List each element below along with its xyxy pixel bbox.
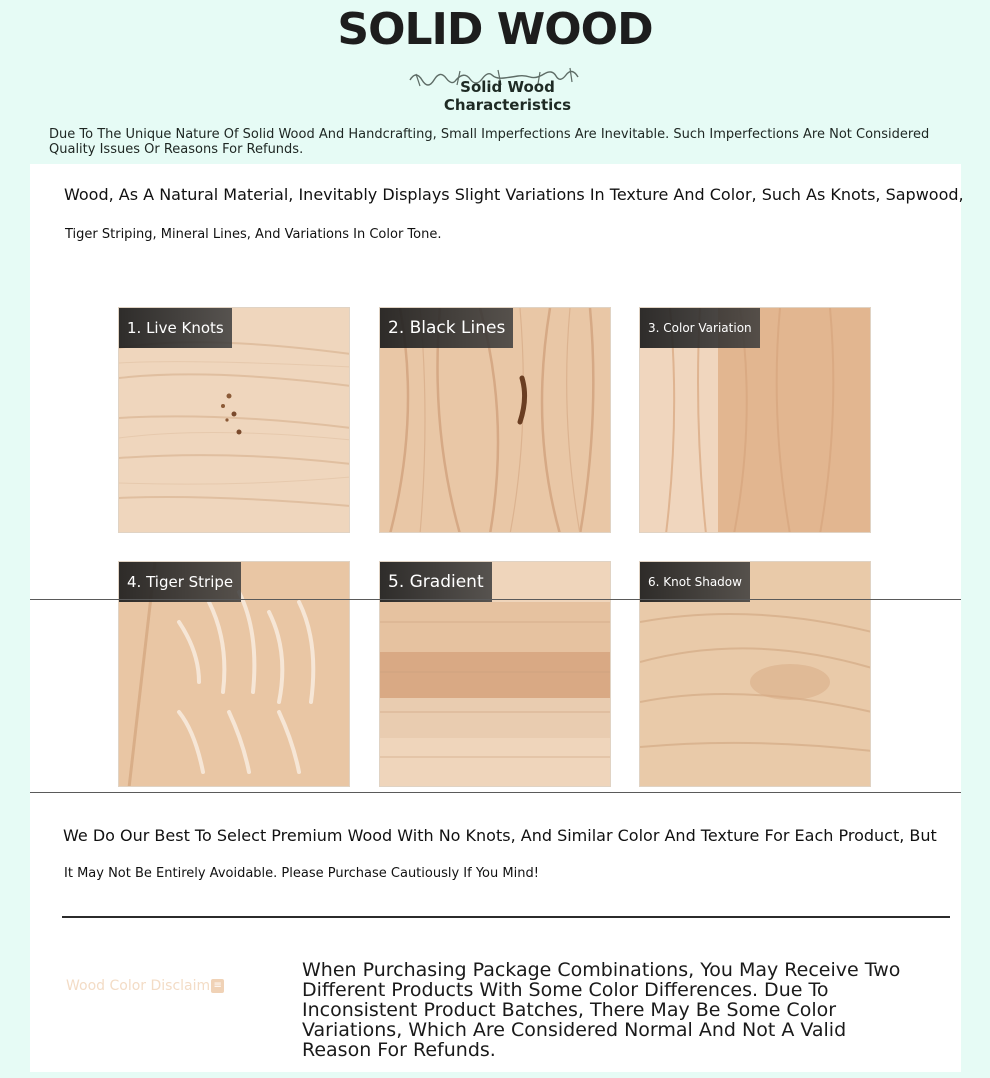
sample-label: 2. Black Lines [380, 308, 513, 348]
page-title: SOLID WOOD [337, 4, 653, 55]
page-subtitle: Solid Wood Characteristics [443, 78, 572, 114]
notice-line-1: We Do Our Best To Select Premium Wood With No Knots, And Similar Color And Texture For Each Product, But [63, 826, 937, 845]
body-line-1: Wood, As A Natural Material, Inevitably Displays Slight Variations In Texture And Color, Such As Knots, Sapwood, [64, 185, 964, 204]
subtitle-block [400, 62, 615, 114]
divider [30, 792, 961, 793]
notice-line-2: It May Not Be Entirely Avoidable. Please Purchase Cautiously If You Mind! [64, 866, 539, 881]
sample-black-lines [379, 307, 611, 533]
sample-knot-shadow [639, 561, 871, 787]
sample-live-knots [118, 307, 350, 533]
body-line-2: Tiger Striping, Mineral Lines, And Variations In Color Tone. [65, 227, 442, 242]
sample-color-variation [639, 307, 871, 533]
sample-label: 4. Tiger Stripe [119, 562, 241, 602]
disclaimer-text: When Purchasing Package Combinations, You May Receive Two Different Products With Some Color Differences. Due To Inconsistent Product Batches, There May Be Some Color Variations, Which Are Considered Normal And Not A Valid Reason For Refunds. [302, 959, 901, 1061]
sample-label: 5. Gradient [380, 562, 492, 602]
sample-label: 3. Color Variation [640, 308, 760, 348]
sample-tiger-stripe [118, 561, 350, 787]
disclaimer-label [66, 963, 236, 1009]
divider [30, 599, 961, 600]
sample-label: 6. Knot Shadow [640, 562, 750, 602]
sample-gradient [379, 561, 611, 787]
disclaimer-label-text: Wood Color Disclaim [66, 978, 211, 994]
intro-text: Due To The Unique Nature Of Solid Wood And Handcrafting, Small Imperfections Are Inevitable. Such Imperfections Are Not Considered Quality Issues Or Reasons For Refunds. [49, 127, 930, 157]
section-divider [62, 916, 950, 918]
sample-label: 1. Live Knots [119, 308, 232, 348]
document-icon: ≡ [211, 979, 224, 993]
